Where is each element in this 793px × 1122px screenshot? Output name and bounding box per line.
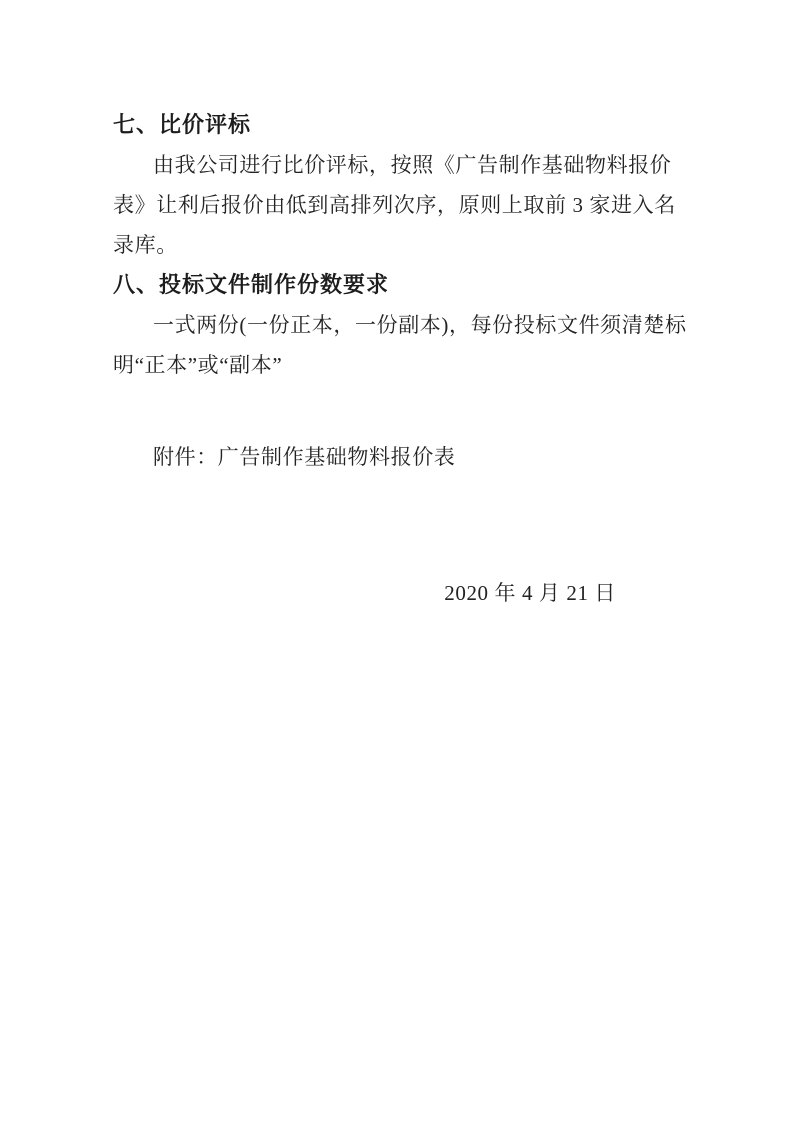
attachment-note: 附件：广告制作基础物料报价表 bbox=[153, 445, 456, 469]
document-date: 2020 年 4 月 21 日 bbox=[444, 581, 616, 605]
section-8-paragraph-line-1: 一式两份(一份正本，一份副本)，每份投标文件须清楚标 bbox=[153, 313, 687, 337]
section-8-paragraph-line-2: 明“正本”或“副本” bbox=[113, 353, 283, 377]
section-7-paragraph-line-3: 录库。 bbox=[113, 233, 178, 257]
section-7-paragraph-line-1: 由我公司进行比价评标，按照《广告制作基础物料报价 bbox=[153, 153, 672, 177]
document-content bbox=[113, 105, 687, 613]
section-7-paragraph-line-2: 表》让利后报价由低到高排列次序，原则上取前 3 家进入名 bbox=[113, 193, 676, 217]
section-7-heading: 七、比价评标 bbox=[113, 112, 252, 137]
section-8-heading: 八、投标文件制作份数要求 bbox=[113, 272, 390, 297]
